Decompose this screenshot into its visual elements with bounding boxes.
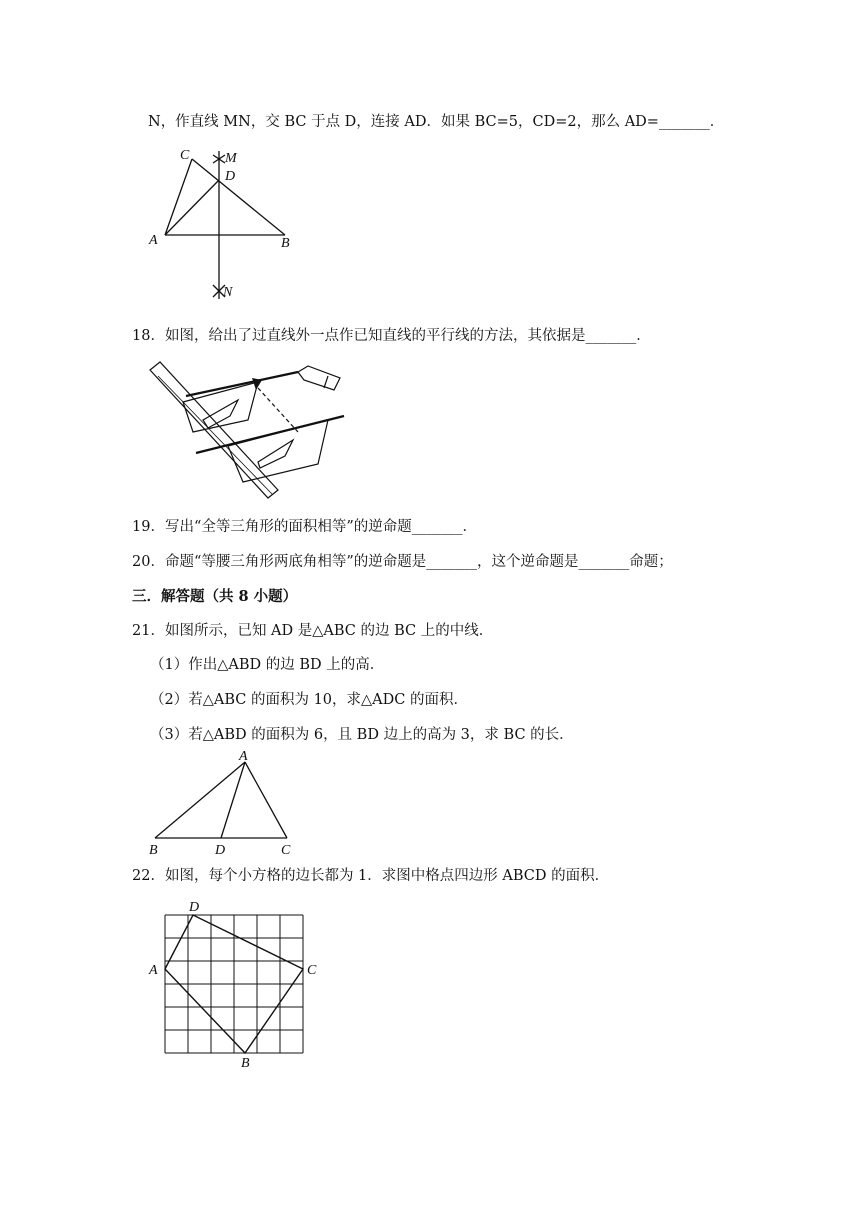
- question-21: 21．如图所示，已知 AD 是△ABC 的边 BC 上的中线．: [132, 623, 494, 639]
- label-C: C: [307, 963, 317, 978]
- label-B: B: [241, 1056, 250, 1068]
- question-21-part-3: （3）若△ABD 的面积为 6，且 BD 边上的高为 3，求 BC 的长．: [150, 727, 574, 743]
- figure-21-triangle-median: [145, 748, 305, 858]
- label-D: D: [225, 169, 236, 184]
- label-A: A: [149, 963, 158, 978]
- label-M: M: [225, 151, 237, 166]
- question-21-part-2: （2）若△ABC 的面积为 10，求△ADC 的面积．: [150, 692, 468, 708]
- figure-17-triangle-bisector: [145, 143, 295, 308]
- label-D: D: [189, 900, 200, 915]
- label-N: N: [223, 285, 233, 300]
- label-C: C: [180, 148, 190, 163]
- q17-continuation: N，作直线 MN，交 BC 于点 D，连接 AD．如果 BC=5，CD=2，那么 AD=_______．: [148, 114, 725, 130]
- figure-22-grid-quadrilateral: [145, 893, 325, 1068]
- question-20: 20．命题“等腰三角形两底角相等”的逆命题是_______，这个逆命题是_______命题；: [132, 554, 673, 570]
- question-18: 18．如图，给出了过直线外一点作已知直线的平行线的方法，其依据是_______．: [132, 328, 651, 344]
- label-B: B: [281, 236, 290, 251]
- figure-18-parallel-construction: [148, 358, 348, 503]
- label-A: A: [149, 233, 158, 248]
- label-A: A: [239, 749, 248, 764]
- question-22: 22．如图，每个小方格的边长都为 1．求图中格点四边形 ABCD 的面积．: [132, 868, 610, 884]
- label-D: D: [215, 843, 226, 858]
- label-B: B: [149, 843, 158, 858]
- label-C: C: [281, 843, 291, 858]
- section-3-heading: 三．解答题（共 8 小题）: [132, 588, 298, 605]
- question-19: 19．写出“全等三角形的面积相等”的逆命题_______．: [132, 519, 478, 535]
- question-21-part-1: （1）作出△ABD 的边 BD 上的高．: [150, 657, 385, 673]
